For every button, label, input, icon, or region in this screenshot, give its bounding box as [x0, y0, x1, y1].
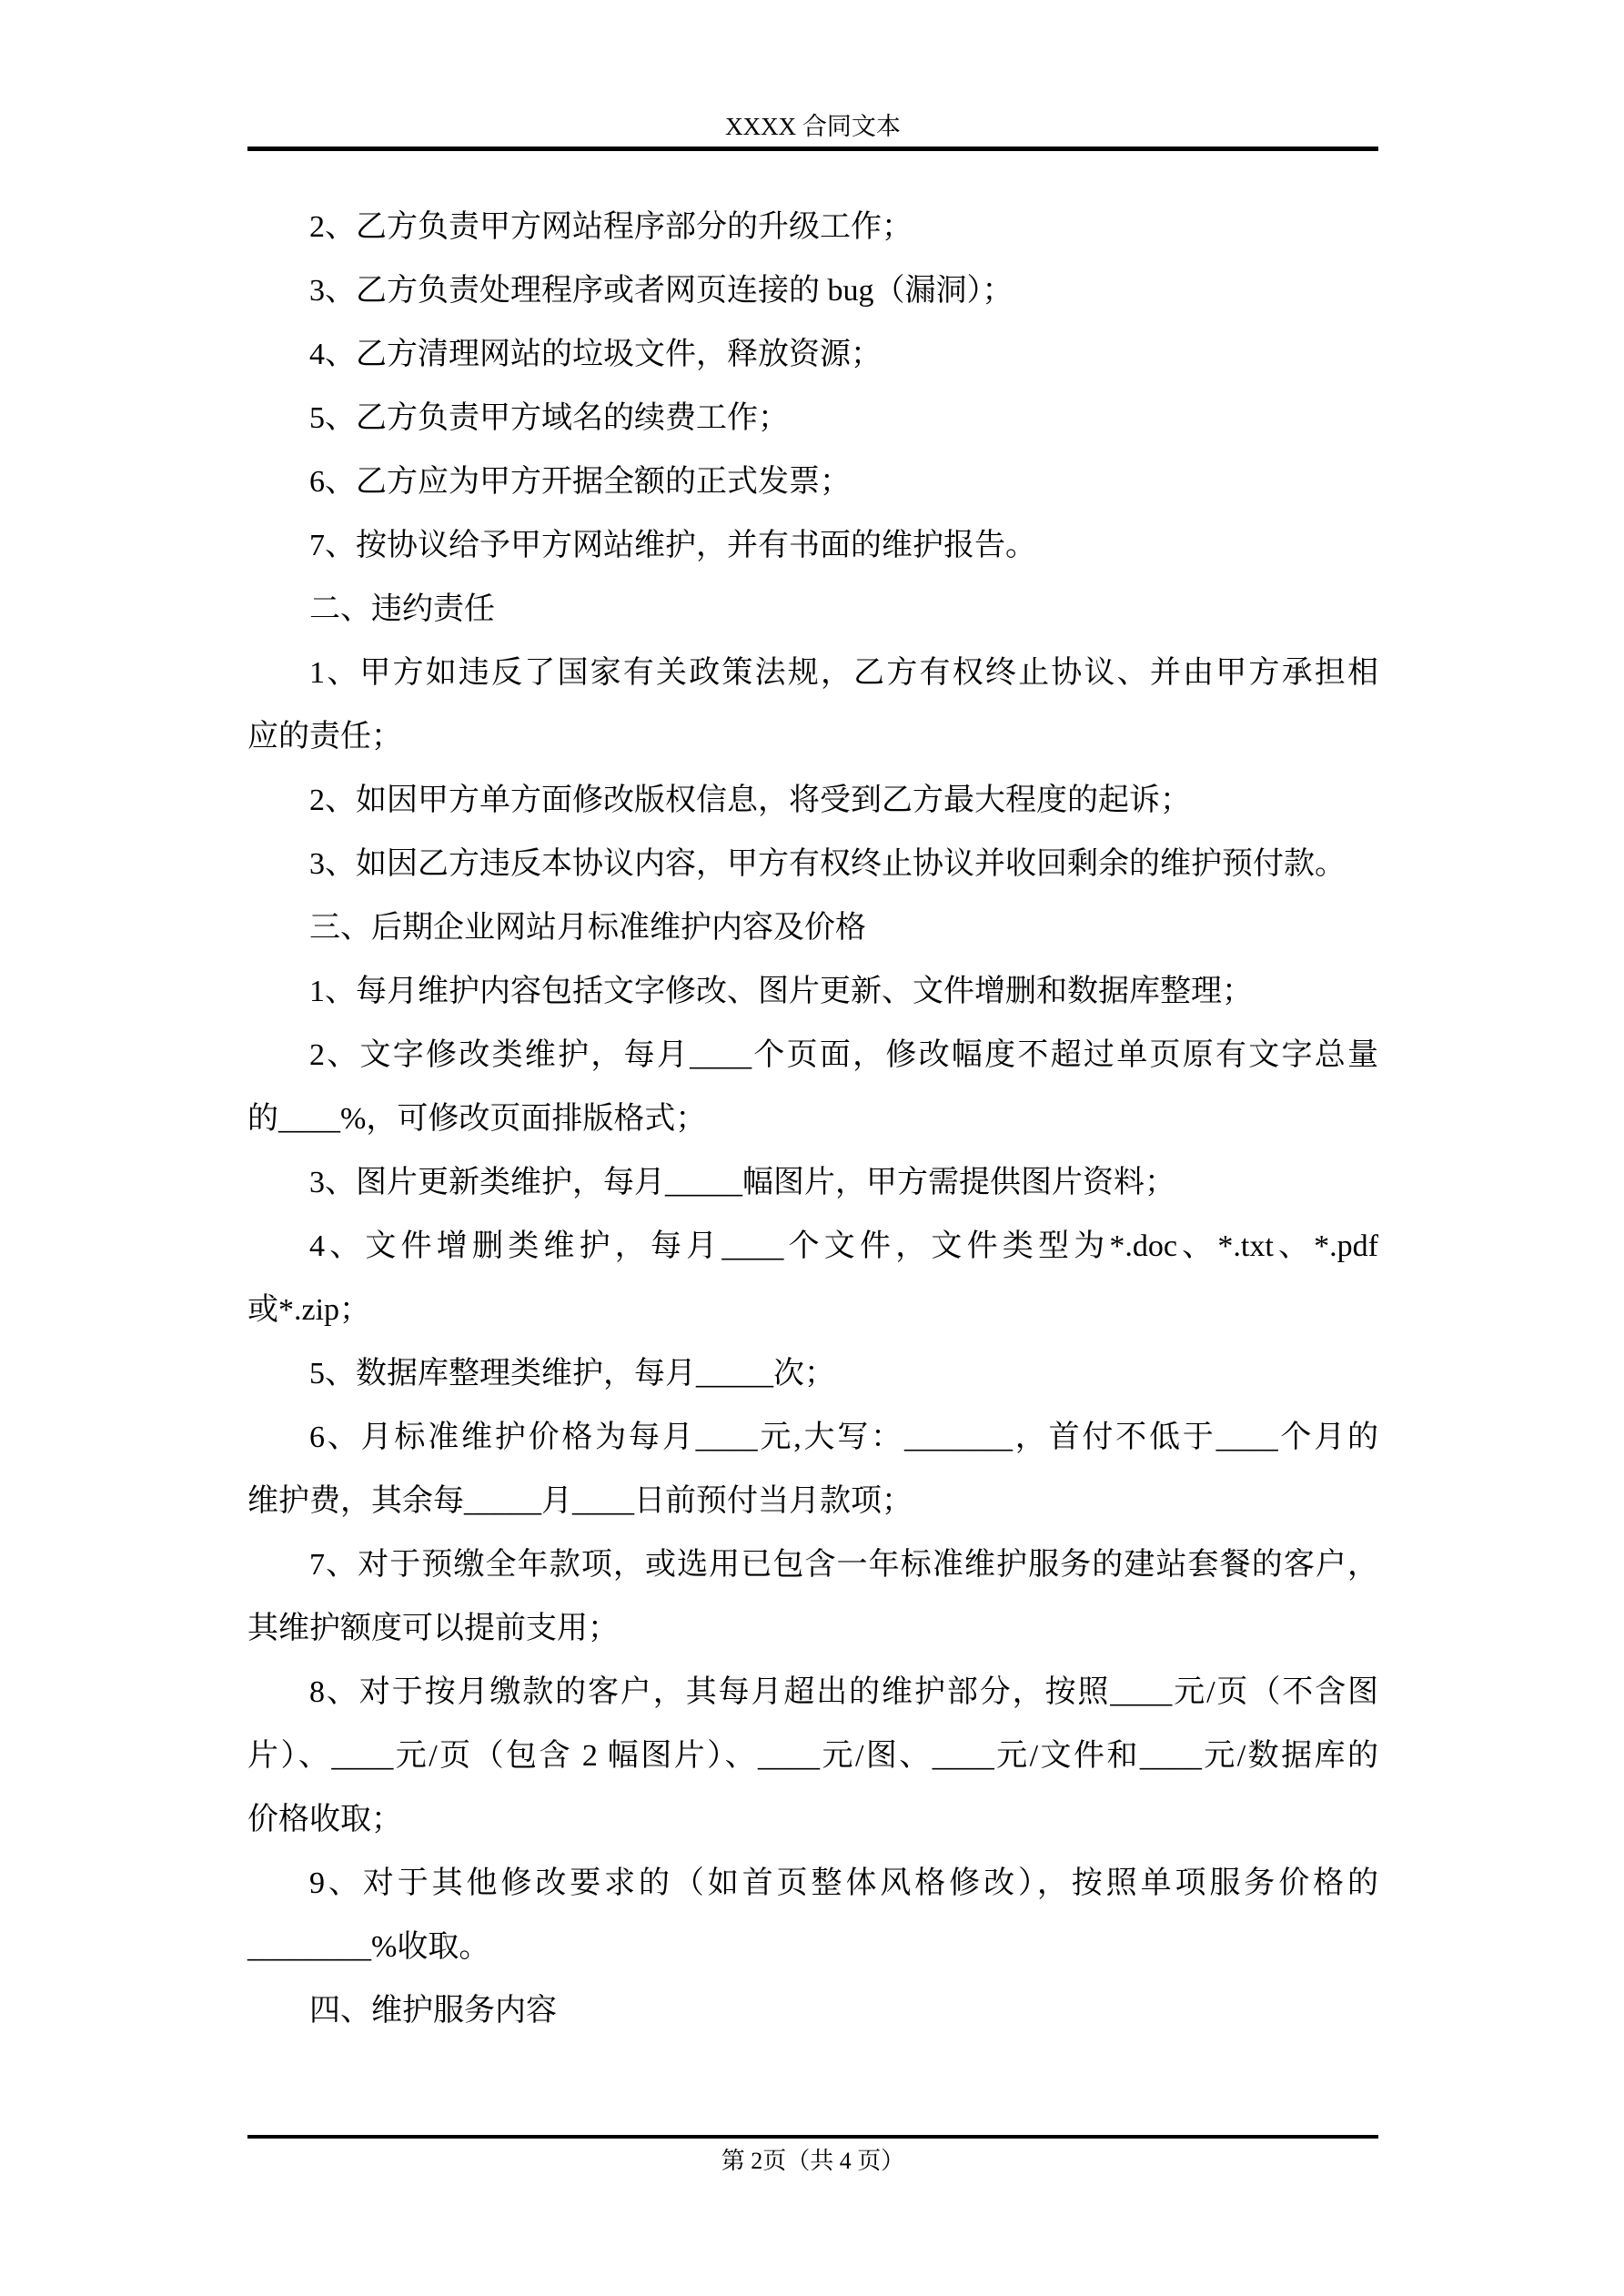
page-header: [247, 0, 1378, 151]
paragraph: [247, 769, 1378, 833]
paragraph-line: 片）、____元/页（包含 2 幅图片）、____元/图、____元/文件和____元/数据库的: [247, 1739, 1378, 1773]
paragraph-line: 5、乙方负责甲方域名的续费工作；: [309, 401, 789, 435]
paragraph-line: 3、乙方负责处理程序或者网页连接的 bug（漏洞）；: [309, 274, 1014, 308]
paragraph-line: ________%收取。: [247, 1930, 490, 1964]
paragraph-line: 2、乙方负责甲方网站程序部分的升级工作；: [309, 210, 913, 244]
paragraph-line: 7、对于预缴全年款项，或选用已包含一年标准维护服务的建站套餐的客户，: [309, 1548, 1378, 1582]
paragraph: [247, 896, 1378, 960]
paragraph-line: 9、对于其他修改要求的（如首页整体风格修改），按照单项服务价格的: [309, 1866, 1378, 1900]
paragraph-line: 1、甲方如违反了国家有关政策法规，乙方有权终止协议、并由甲方承担相: [309, 656, 1378, 690]
paragraph-line: 4、乙方清理网站的垃圾文件，释放资源；: [309, 338, 882, 371]
page-number: 第 2页（共 4 页）: [721, 2148, 905, 2174]
paragraph-line: 8、对于按月缴款的客户，其每月超出的维护部分，按照____元/页（不含图: [309, 1675, 1378, 1709]
paragraph-line: 四、维护服务内容: [309, 1994, 557, 2028]
paragraph-line: 价格收取；: [247, 1803, 402, 1836]
paragraph: [247, 450, 1378, 514]
paragraph-line: 3、如因乙方违反本协议内容，甲方有权终止协议并收回剩余的维护预付款。: [309, 847, 1346, 881]
paragraph: [247, 1024, 1378, 1151]
paragraph: [247, 1661, 1378, 1852]
page-footer: [247, 2135, 1378, 2175]
paragraph-line: 或*.zip；: [247, 1293, 371, 1327]
paragraph: [247, 323, 1378, 387]
paragraph: [247, 1979, 1378, 2043]
paragraph: [247, 960, 1378, 1024]
paragraph-line: 三、后期企业网站月标准维护内容及价格: [309, 911, 866, 945]
paragraph: [247, 1533, 1378, 1661]
paragraph-line: 维护费，其余每_____月____日前预付当月款项；: [247, 1484, 913, 1518]
paragraph-line: 2、如因甲方单方面修改版权信息，将受到乙方最大程度的起诉；: [309, 784, 1191, 817]
paragraph-line: 5、数据库整理类维护，每月_____次；: [309, 1357, 835, 1391]
paragraph-line: 2、文字修改类维护，每月____个页面，修改幅度不超过单页原有文字总量: [309, 1038, 1378, 1072]
paragraph-line: 应的责任；: [247, 720, 402, 754]
paragraph: [247, 514, 1378, 578]
paragraph-line: 二、违约责任: [309, 592, 495, 626]
paragraph: [247, 1151, 1378, 1215]
paragraph: [247, 1852, 1378, 1979]
paragraph-line: 6、乙方应为甲方开据全额的正式发票；: [309, 465, 851, 499]
paragraph: [247, 1406, 1378, 1533]
paragraph: [247, 387, 1378, 450]
header-title: XXXX 合同文本: [725, 113, 901, 140]
document-body: [247, 196, 1378, 2043]
paragraph-line: 4、文件增删类维护，每月____个文件，文件类型为*.doc、*.txt、*.pdf: [309, 1229, 1378, 1263]
paragraph-line: 1、每月维护内容包括文字修改、图片更新、文件增删和数据库整理；: [309, 975, 1253, 1008]
paragraph: [247, 196, 1378, 259]
paragraph: [247, 642, 1378, 769]
paragraph-line: 3、图片更新类维护，每月_____幅图片，甲方需提供图片资料；: [309, 1166, 1175, 1199]
paragraph: [247, 1342, 1378, 1406]
paragraph-line: 的____%，可修改页面排版格式；: [247, 1102, 707, 1136]
paragraph-line: 其维护额度可以提前支用；: [247, 1612, 619, 1645]
paragraph: [247, 259, 1378, 323]
paragraph: [247, 833, 1378, 896]
paragraph: [247, 1215, 1378, 1342]
paragraph-line: 7、按协议给予甲方网站维护，并有书面的维护报告。: [309, 529, 1036, 562]
paragraph-line: 6、月标准维护价格为每月____元,大写：_______，首付不低于____个月的: [309, 1421, 1378, 1454]
paragraph: [247, 578, 1378, 642]
